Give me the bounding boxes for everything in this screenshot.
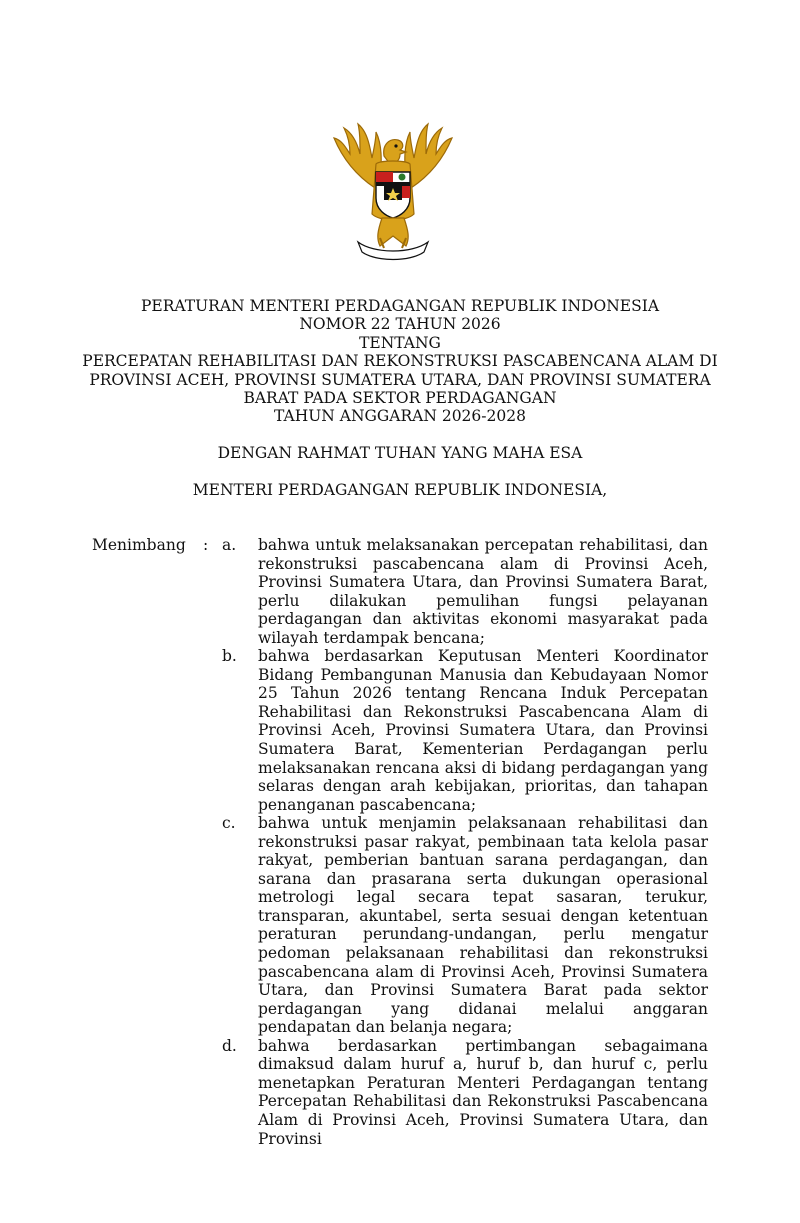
item-text: bahwa untuk menjamin pelaksanaan rehabilitasi dan rekonstruksi pasar rakyat, pembinaan tata kelola pasar rakyat, pemberian bantuan sarana perdagangan, dan sarana dan prasarana serta dukungan operasional metrologi legal secara tepat sasaran, terukur, transparan, akuntabel, serta sesuai dengan ketentuan peraturan perundang-undangan, perlu mengatur pedoman pelaksanaan rehabilitasi dan rekonstruksi pascabencana alam di Provinsi Aceh, Provinsi Sumatera Utara, dan Provinsi Sumatera Barat pada sektor perdagangan yang didanai melalui anggaran pendapatan dan belanja negara; (258, 814, 708, 1037)
regulation-heading (60, 297, 740, 426)
considering-item-b (222, 647, 710, 814)
item-letter: a. (222, 536, 237, 554)
considering-label: Menimbang (92, 536, 186, 554)
title-line-2: PROVINSI ACEH, PROVINSI SUMATERA UTARA, DAN PROVINSI SUMATERA (89, 370, 711, 389)
basmala-line: DENGAN RAHMAT TUHAN YANG MAHA ESA (217, 444, 583, 462)
heading-line-1: PERATURAN MENTERI PERDAGANGAN REPUBLIK INDONESIA (140, 297, 660, 315)
item-text: bahwa untuk melaksanakan percepatan rehabilitasi, dan rekonstruksi pascabencana alam di Provinsi Aceh, Provinsi Sumatera Utara, dan Provinsi Sumatera Barat, perlu dilakukan pemulihan fungsi pelayanan perdagangan dan aktivitas ekonomi masyarakat pada wilayah terdampak bencana; (258, 536, 708, 647)
considering-list (222, 536, 710, 1148)
considering-item-d (222, 1037, 710, 1148)
item-letter: b. (222, 647, 237, 666)
garuda-emblem (320, 118, 466, 268)
heading-line-2: NOMOR 22 TAHUN 2026 (299, 315, 501, 334)
minister-line: MENTERI PERDAGANGAN REPUBLIK INDONESIA, (192, 481, 608, 499)
considering-item-a (222, 536, 710, 647)
title-line-3: BARAT PADA SEKTOR PERDAGANGAN (243, 389, 557, 408)
title-line-1: PERCEPATAN REHABILITASI DAN REKONSTRUKSI PASCABENCANA ALAM DI (82, 352, 718, 371)
item-letter: c. (222, 814, 236, 833)
title-line-4: TAHUN ANGGARAN 2026-2028 (274, 407, 526, 426)
item-text: bahwa berdasarkan Keputusan Menteri Koordinator Bidang Pembangunan Manusia dan Kebudayaan Nomor 25 Tahun 2026 tentang Rencana Induk Percepatan Rehabilitasi dan Rekonstruksi Pascabencana Alam di Provinsi Aceh, Provinsi Sumatera Utara, dan Provinsi Sumatera Barat, Kementerian Perdagangan perlu melaksanakan rencana aksi di bidang perdagangan yang selaras dengan arah kebijakan, prioritas, dan tahapan penanganan pascabencana; (258, 647, 708, 814)
considering-item-c (222, 814, 710, 1037)
considering-colon: : (203, 536, 209, 554)
item-text: bahwa berdasarkan pertimbangan sebagaimana dimaksud dalam huruf a, huruf b, dan huruf c, perlu menetapkan Peraturan Menteri Perdagangan tentang Percepatan Rehabilitasi dan Rekonstruksi Pascabencana Alam di Provinsi Aceh, Provinsi Sumatera Utara, dan Provinsi (258, 1036, 708, 1148)
heading-line-3: TENTANG (359, 333, 441, 352)
item-letter: d. (222, 1036, 237, 1055)
